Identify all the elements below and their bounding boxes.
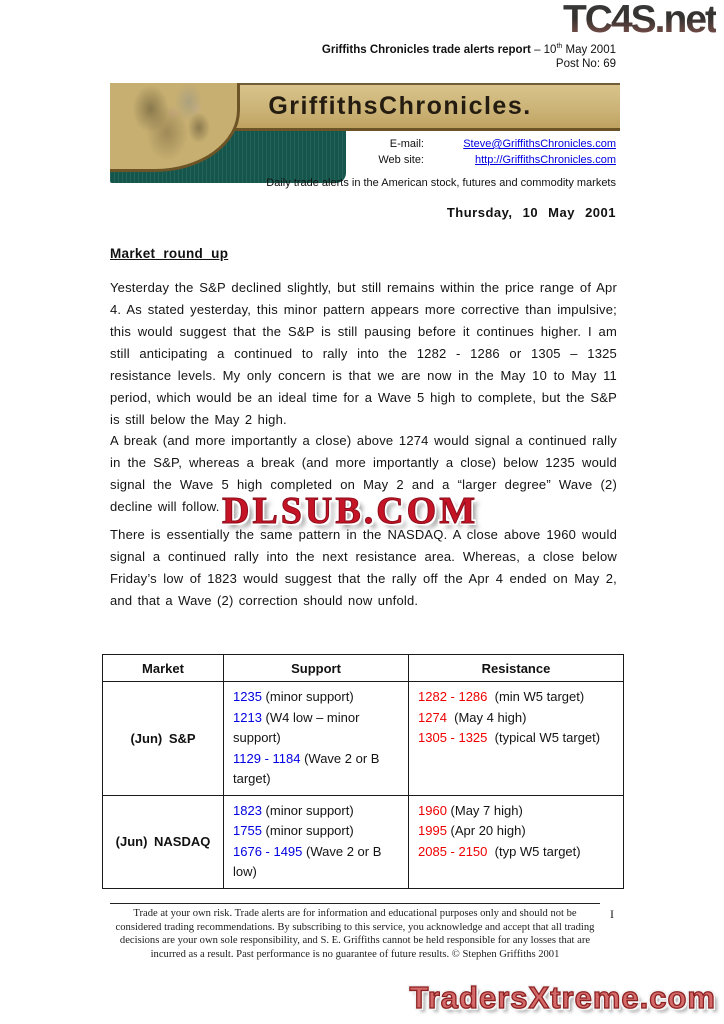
report-title-block [322, 40, 616, 71]
support-cell [224, 795, 409, 888]
market-table-head-row [103, 655, 624, 682]
report-title-mid: – 10 [530, 43, 557, 56]
level-line: 1129 - 1184 (Wave 2 or B target) [233, 750, 384, 786]
section-heading-market-round-up: Market round up [110, 246, 229, 261]
paragraph-sp-roundup: Yesterday the S&P declined slightly, but still remains within the price range of Apr 4. As stated yesterday, this minor pattern appears more corrective than impulsive; this would suggest that the S&P is still pausing before it continues higher. I am still anticipating a continued to rally into the 1282 - 1286 or 1305 – 1325 resistance levels. My only concern is that we are now in the May 10 to May 11 period, which would be an ideal time for a Wave 5 high to complete, but the S&P is still below the May 2 high. [110, 280, 617, 427]
level-line: 1282 - 1286 (min W5 target) [418, 689, 585, 704]
level-line: 1995 (Apr 20 high) [418, 823, 526, 838]
resistance-cell [409, 682, 624, 796]
report-title-tail: May 2001 [562, 43, 616, 56]
website-row [378, 153, 616, 169]
email-label: E-mail: [389, 138, 424, 150]
table-row [103, 682, 624, 796]
post-number: Post No: 69 [555, 57, 616, 70]
disclaimer-text: Trade at your own risk. Trade alerts are for information and educational purposes only and should not be considered trading recommendations. By subscribing to this service, you acknowledge and accept that all trading decisions are your own sole responsibility, and S. E. Griffiths cannot be held responsible for any losses that are incurred as a result. Past performance is no guarantee of future results. © Stephen Griffiths 2001 [115, 908, 595, 960]
level-line: 2085 - 2150 (typ W5 target) [418, 843, 581, 859]
page-number: I [610, 907, 614, 921]
level-line: 1755 (minor support) [233, 823, 354, 838]
table-row [103, 795, 624, 888]
level-line: 1305 - 1325 (typical W5 target) [418, 730, 601, 745]
level-line: 1274 (May 4 high) [418, 709, 527, 725]
column-header: Resistance [409, 655, 624, 682]
market-table-body [103, 682, 624, 889]
paragraph-sp-levels: A break (and more importantly a close) above 1274 would signal a continued rally in the S&P, whereas a break (and more importantly a close) below 1235 would signal the Wave 5 high completed on May 2 and a “larger degree” Wave (2) decline will follow. [110, 433, 617, 514]
paragraph-nasdaq: There is essentially the same pattern in the NASDAQ. A close above 1960 would signal a continued rally into the next resistance area. Whereas, a close below Friday’s low of 1823 would suggest that the rally off the Apr 4 ended on May 2, and that a Wave (2) correction should now unfold. [110, 527, 617, 608]
report-title-ordinal: th [556, 43, 563, 50]
website-link[interactable]: http://GriffithsChronicles.com [474, 153, 616, 166]
level-line: 1676 - 1495 (Wave 2 or B low) [233, 843, 386, 879]
report-title-line [322, 40, 616, 57]
level-line: 1213 (W4 low – minor support) [233, 709, 364, 745]
contact-block [378, 137, 616, 168]
date-line: Thursday, 10 May 2001 [446, 205, 616, 220]
resistance-cell [409, 795, 624, 888]
report-title-bold: Griffiths Chronicles trade alerts report [321, 43, 531, 56]
level-line: 1960 (May 7 high) [418, 802, 523, 818]
market-cell: (Jun) NASDAQ [103, 795, 224, 888]
brand-title: GriffithsChronicles. [268, 92, 532, 120]
tc4s-watermark-logo: TC4S.net [562, 0, 716, 41]
support-cell [224, 682, 409, 796]
email-row [378, 137, 616, 153]
tradersxtreme-watermark-logo: TradersXtreme.com [409, 980, 716, 1015]
level-line: 1235 (minor support) [233, 689, 354, 704]
column-header: Support [224, 655, 409, 682]
market-cell: (Jun) S&P [103, 682, 224, 796]
footer-divider [110, 903, 600, 904]
dlsub-watermark-logo: DLSUB.COM [222, 490, 479, 532]
website-label: Web site: [378, 153, 424, 166]
support-resistance-table [102, 654, 624, 889]
email-link[interactable]: Steve@GriffithsChronicles.com [463, 138, 616, 150]
level-line: 1823 (minor support) [233, 802, 354, 818]
tagline: Daily trade alerts in the American stock, futures and commodity markets [266, 177, 616, 189]
column-header: Market [103, 655, 224, 682]
